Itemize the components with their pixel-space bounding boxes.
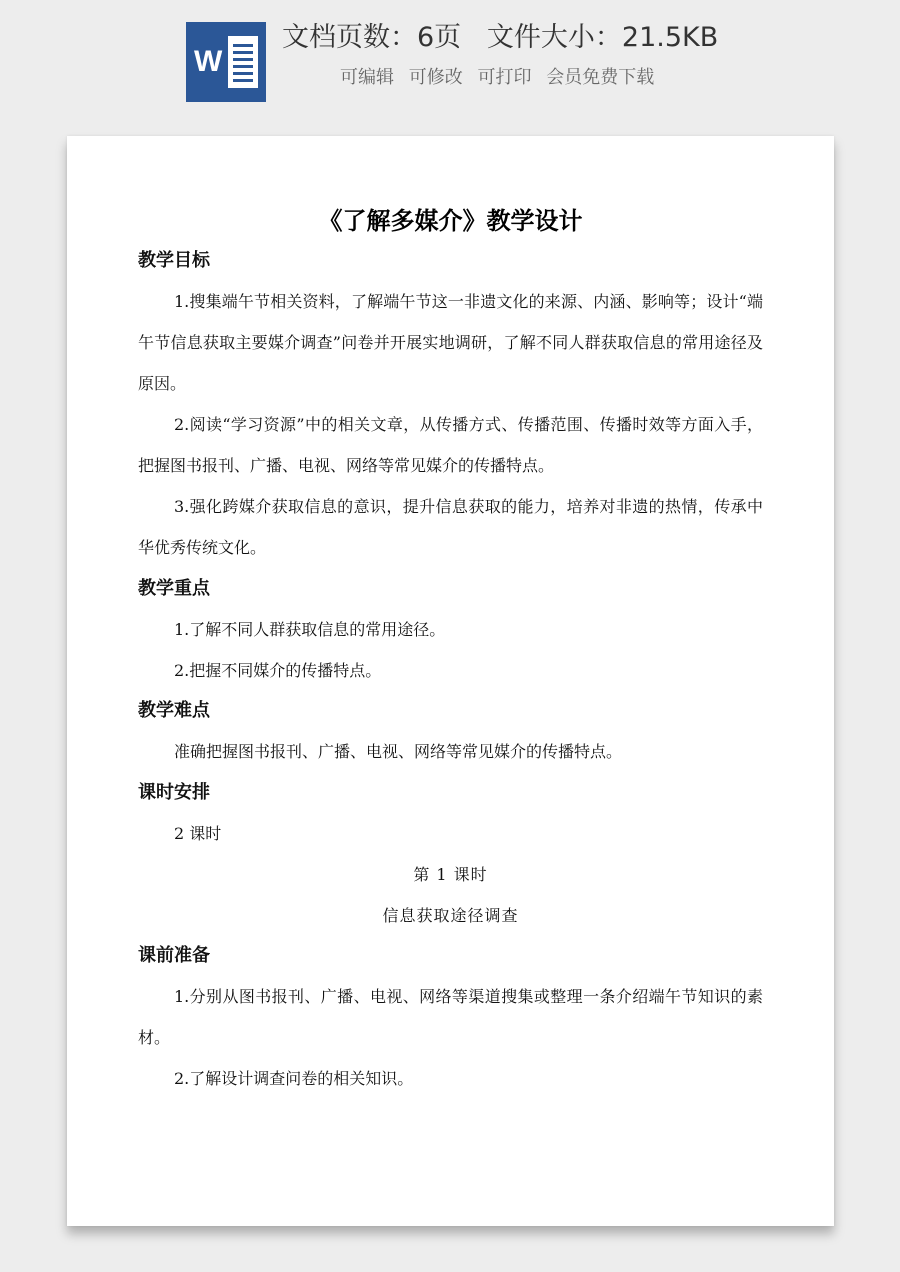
feature-modifiable: 可修改 xyxy=(408,67,463,88)
word-letter: W xyxy=(194,45,223,78)
download-banner xyxy=(0,0,900,120)
schedule-item-1: 2 课时 xyxy=(174,824,222,843)
goal-item-3: 3.强化跨媒介获取信息的意识，提升信息获取的能力，培养对非遗的热情，传承中华优秀传统文化。 xyxy=(138,497,763,557)
feature-printable: 可打印 xyxy=(477,67,532,88)
key-point-item-1: 1.了解不同人群获取信息的常用途径。 xyxy=(174,620,446,639)
section-heading-goals: 教学目标 xyxy=(138,250,210,271)
section-heading-preparation: 课前准备 xyxy=(138,945,210,966)
page-lines-icon xyxy=(228,36,258,88)
word-doc-icon xyxy=(186,22,266,102)
section-heading-schedule: 课时安排 xyxy=(138,782,210,803)
document-page xyxy=(67,136,834,1226)
section-heading-key-points: 教学重点 xyxy=(138,578,210,599)
feature-member-download: 会员免费下载 xyxy=(546,67,655,88)
goal-item-2: 2.阅读“学习资源”中的相关文章，从传播方式、传播范围、传播时效等方面入手，把握图书报刊、广播、电视、网络等常见媒介的传播特点。 xyxy=(138,415,763,475)
document-title: 《了解多媒介》教学设计 xyxy=(318,207,583,235)
lesson-title: 第 1 课时 xyxy=(413,865,488,884)
feature-list xyxy=(340,64,663,92)
section-heading-difficulties: 教学难点 xyxy=(138,700,210,721)
preparation-item-1: 1.分别从图书报刊、广播、电视、网络等渠道搜集或整理一条介绍端午节知识的素材。 xyxy=(138,987,763,1047)
file-meta-title: 文档页数：6页 文件大小：21.5KB xyxy=(282,22,719,53)
goal-item-1: 1.搜集端午节相关资料，了解端午节这一非遗文化的来源、内涵、影响等；设计“端午节信息获取主要媒介调查”问卷并开展实地调研，了解不同人群获取信息的常用途径及原因。 xyxy=(138,292,763,393)
key-point-item-2: 2.把握不同媒介的传播特点。 xyxy=(174,661,382,680)
lesson-subtitle: 信息获取途径调查 xyxy=(382,906,519,925)
difficulty-item-1: 准确把握图书报刊、广播、电视、网络等常见媒介的传播特点。 xyxy=(174,742,623,761)
preparation-item-2: 2.了解设计调查问卷的相关知识。 xyxy=(174,1069,414,1088)
feature-editable: 可编辑 xyxy=(340,67,394,88)
